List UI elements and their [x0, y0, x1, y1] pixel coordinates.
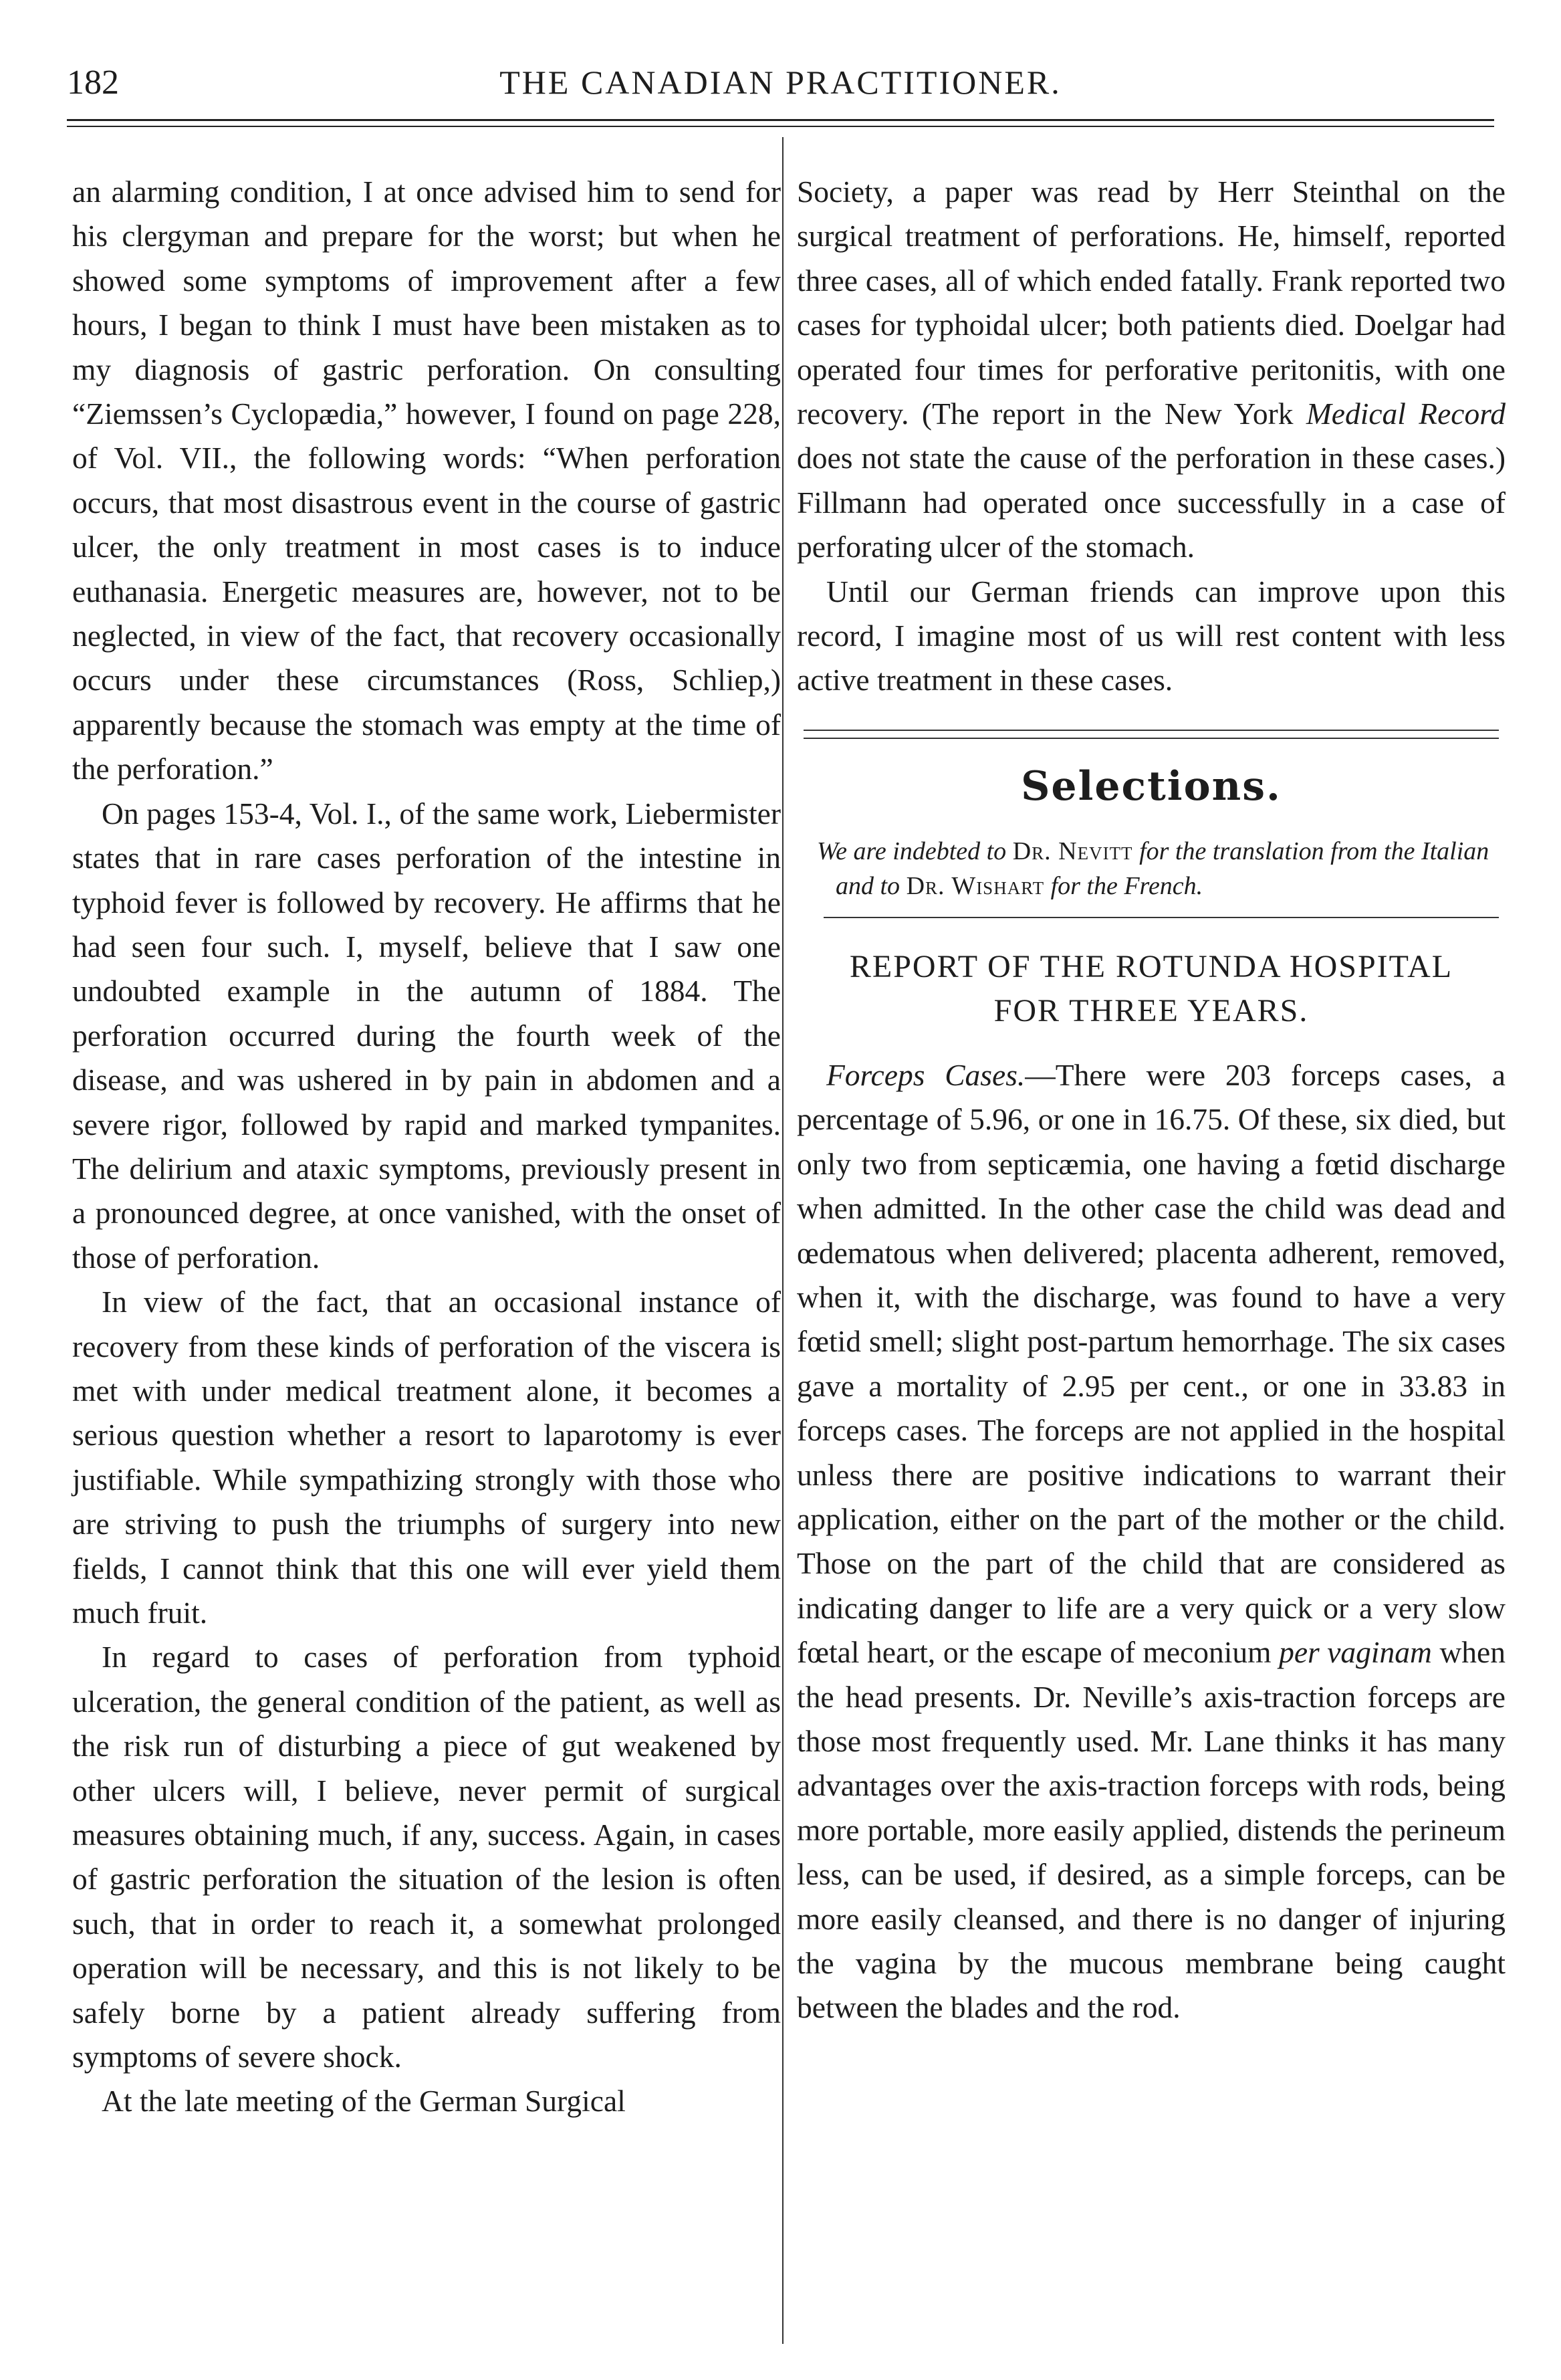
- translator-name: Dr. Wishart: [906, 871, 1045, 900]
- translator-name: Dr. Nevitt: [1012, 837, 1133, 865]
- left-column: [72, 170, 781, 2124]
- journal-reference: Medical Record: [1306, 397, 1506, 431]
- article-title-line: REPORT OF THE ROTUNDA HOSPITAL: [849, 948, 1453, 984]
- paragraph: Until our German friends can improve upon this record, I imagine most of us will rest content with less active treatment in these cases.: [797, 574, 1506, 697]
- paragraph: In view of the fact, that an occasional instance of recovery from these kinds of perforation of the viscera is met with under medical treatment alone, it becomes a serious question whether a resort to laparotomy is ever justifiable. While sympathizing strongly with those who are striving to push the triumphs of surgery into new fields, I cannot think that this one will ever yield them much fruit.: [72, 1285, 781, 1630]
- paragraph: [797, 170, 1506, 570]
- section-divider: [804, 738, 1499, 739]
- header-rule-secondary: [67, 126, 1494, 127]
- ack-text: for the French.: [1050, 871, 1203, 900]
- paragraph: At the late meeting of the German Surgical: [102, 2084, 626, 2119]
- latin-phrase: per vaginam: [1279, 1635, 1432, 1670]
- page-number: 182: [67, 64, 119, 102]
- paragraph-text: Society, a paper was read by Herr Steinthal on the surgical treatment of perforations. He, himself, reported three cases, all of which ended fatally. Frank reported two cases for typhoidal ulcer; both patients died. Doelgar had operated four times for perforative peritonitis, with one recovery. (The report in the New York: [797, 175, 1506, 431]
- paragraph: In regard to cases of perforation from typhoid ulceration, the general condition of the patient, as well as the risk run of disturbing a piece of gut weakened by other ulcers will, I believe, never permit of surgical measures obtaining much, if any, success. Again, in cases of gastric perforation the situation of the lesion is often such, that in order to reach it, a somewhat prolonged operation will be necessary, and this is not likely to be safely borne by a patient already suffering from symptoms of severe shock.: [72, 1640, 781, 2074]
- subsection-lead: Forceps Cases.: [826, 1057, 1026, 1092]
- article-title: [797, 945, 1506, 1033]
- paragraph-text: —There were 203 forceps cases, a percentage of 5.96, or one in 16.75. Of these, six died, but only two from septicæmia, one having a fœtid discharge when admitted. In the other case the child was dead and œdematous when delivered; placenta adherent, removed, when it, with the discharge, was found to have a very fœtid smell; slight post-partum hemorrhage. The six cases gave a mortality of 2.95 per cent., or one in 33.83 in forceps cases. The forceps are not applied in the hospital unless there are positive indications to warrant their application, either on the part of the mother or the child. Those on the part of the child that are considered as indicating danger to life are a very quick or a very slow fœtal heart, or the escape of meconium: [797, 1057, 1506, 1670]
- paragraph: an alarming condition, I at once advised him to send for his clergyman and prepare for the worst; but when he showed some symptoms of improvement after a few hours, I began to think I must have been mistaken as to my diagnosis of gastric perforation. On consulting “Ziemssen’s Cyclopædia,” however, I found on page 228, of Vol. VII., the following words: “When perforation occurs, that most disastrous event in the course of gastric ulcer, the only treatment in most cases is to induce euthanasia. Energetic measures are, however, not to be neglected, in view of the fact, that recovery occasionally occurs under these circumstances (Ross, Schliep,) apparently because the stomach was empty at the time of the perforation.”: [72, 175, 781, 786]
- section-divider: [804, 730, 1499, 731]
- column-divider: [782, 137, 784, 2344]
- paragraph: On pages 153-4, Vol. I., of the same work, Liebermister states that in rare cases perforation of the intestine in typhoid fever is followed by recovery. He affirms that he had seen four such. I, myself, believe that I saw one undoubted example in the autumn of 1884. The perforation occurred during the fourth week of the disease, and was ushered in by pain in abdomen and a severe rigor, followed by rapid and marked tympanites. The delirium and ataxic symptoms, previously present in a pronounced degree, at once vanished, with the onset of those of perforation.: [72, 796, 781, 1275]
- ack-text: for the translation from the Italian and to: [836, 837, 1489, 900]
- journal-title: THE CANADIAN PRACTITIONER.: [499, 64, 1062, 101]
- section-divider: [824, 917, 1499, 918]
- section-heading: Selections.: [1021, 762, 1282, 810]
- paragraph: [797, 1053, 1506, 2030]
- running-head: [67, 63, 1494, 116]
- right-column: [797, 170, 1506, 2030]
- acknowledgement-note: [817, 834, 1506, 903]
- header-rule: [67, 119, 1494, 121]
- paragraph-text: when the head presents. Dr. Neville’s axis-traction forceps are those most frequently used. Mr. Lane thinks it has many advantages over the axis-traction forceps with rods, being more portable, more easily applied, distends the perineum less, can be used, if desired, as a simple forceps, can be more easily cleansed, and there is no danger of injuring the vagina by the mucous membrane being caught between the blades and the rod.: [797, 1635, 1506, 2025]
- ack-text: We are indebted to: [817, 837, 1007, 865]
- paragraph-text: does not state the cause of the perforation in these cases.) Fillmann had operated once successfully in a case of perforating ulcer of the stomach.: [797, 441, 1506, 564]
- article-title-line: FOR THREE YEARS.: [993, 992, 1309, 1029]
